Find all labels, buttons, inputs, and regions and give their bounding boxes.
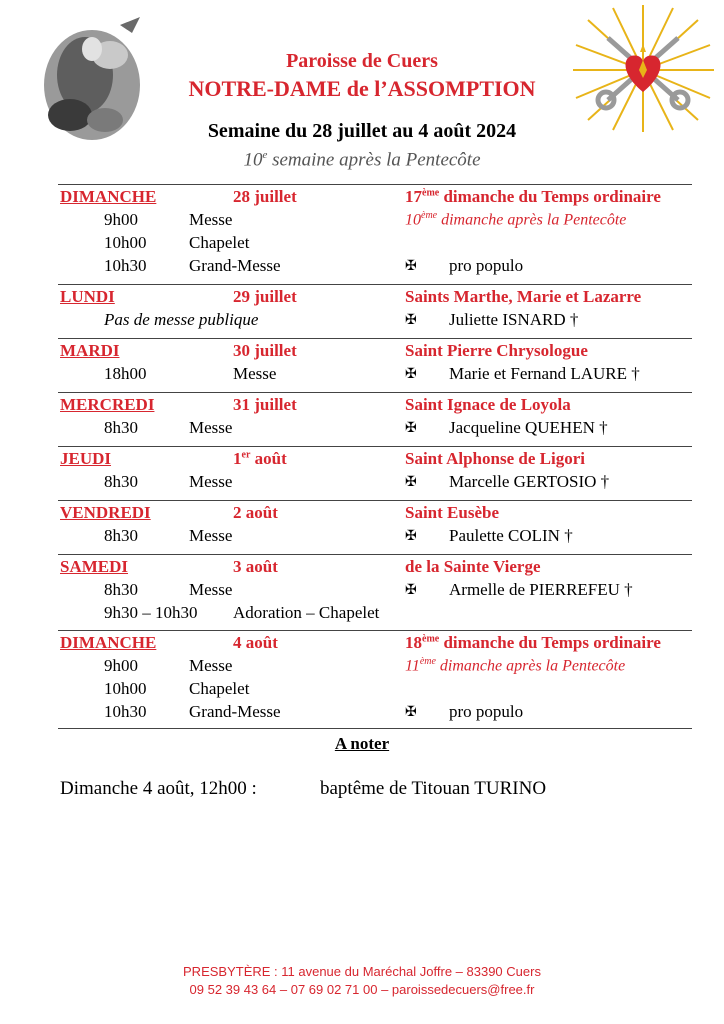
service-time: 10h00 bbox=[104, 233, 147, 252]
divider bbox=[58, 630, 692, 631]
day-date: 29 juillet bbox=[233, 287, 297, 306]
mass-intention: Marcelle GERTOSIO † bbox=[449, 472, 610, 491]
service-name: Grand-Messe bbox=[189, 702, 281, 721]
cross-icon: ✠ bbox=[405, 313, 417, 328]
cross-icon: ✠ bbox=[405, 705, 417, 720]
service-time: 9h30 – 10h30 bbox=[104, 603, 198, 622]
feast-title: de la Sainte Vierge bbox=[405, 557, 541, 576]
divider bbox=[58, 338, 692, 339]
service-name: Messe bbox=[189, 472, 233, 491]
week-subheading: 10e semaine après la Pentecôte bbox=[243, 149, 481, 171]
service-name: Messe bbox=[189, 580, 233, 599]
cross-icon: ✠ bbox=[405, 367, 417, 382]
service-time: 8h30 bbox=[104, 580, 138, 599]
cross-icon: ✠ bbox=[405, 583, 417, 598]
mass-intention: pro populo bbox=[449, 702, 524, 721]
parish-church-title: NOTRE-DAME de l’ASSOMPTION bbox=[188, 76, 536, 101]
service-name: Chapelet bbox=[189, 679, 250, 698]
cross-icon: ✠ bbox=[405, 421, 417, 436]
divider bbox=[58, 392, 692, 393]
service-time: 10h30 bbox=[104, 702, 147, 721]
mass-intention: Paulette COLIN † bbox=[449, 526, 573, 545]
day-name: SAMEDI bbox=[60, 557, 129, 576]
day-date: 1er août bbox=[233, 449, 287, 468]
service-name: Grand-Messe bbox=[189, 256, 281, 275]
service-name: Messe bbox=[189, 656, 233, 675]
service-time: 9h00 bbox=[104, 656, 138, 675]
day-name: MERCREDI bbox=[60, 395, 155, 414]
divider bbox=[58, 284, 692, 285]
feast-title: Saint Alphonse de Ligori bbox=[405, 449, 585, 468]
service-time: 8h30 bbox=[104, 526, 138, 545]
day-name: LUNDI bbox=[60, 287, 115, 306]
mass-intention: pro populo bbox=[449, 256, 524, 275]
service-time: 8h30 bbox=[104, 418, 138, 437]
divider bbox=[58, 184, 692, 185]
service-time: 8h30 bbox=[104, 472, 138, 491]
service-time: 18h00 bbox=[104, 364, 147, 383]
note-date: Dimanche 4 août, 12h00 : bbox=[60, 778, 257, 799]
day-name: DIMANCHE bbox=[60, 187, 157, 206]
mass-intention: Armelle de PIERREFEU † bbox=[449, 580, 633, 599]
feast-title: Saint Pierre Chrysologue bbox=[405, 341, 588, 360]
divider bbox=[58, 446, 692, 447]
mass-intention: Marie et Fernand LAURE † bbox=[449, 364, 640, 383]
mass-intention: Jacqueline QUEHEN † bbox=[449, 418, 608, 437]
mass-intention: Juliette ISNARD † bbox=[449, 310, 579, 329]
service-time: 9h00 bbox=[104, 210, 138, 229]
cross-icon: ✠ bbox=[405, 259, 417, 274]
service-name: Messe bbox=[189, 210, 233, 229]
service-time: 10h00 bbox=[104, 679, 147, 698]
day-name: VENDREDI bbox=[60, 503, 151, 522]
service-name: Messe bbox=[189, 526, 233, 545]
day-date: 4 août bbox=[233, 633, 278, 652]
feast-title: 18ème dimanche du Temps ordinaire bbox=[405, 633, 661, 652]
day-date: 30 juillet bbox=[233, 341, 297, 360]
week-heading: Semaine du 28 juillet au 4 août 2024 bbox=[207, 120, 517, 142]
feast-subtitle: 10ème dimanche après la Pentecôte bbox=[405, 210, 627, 229]
notes-heading: A noter bbox=[334, 734, 390, 753]
day-date: 3 août bbox=[233, 557, 278, 576]
cross-icon: ✠ bbox=[405, 529, 417, 544]
feast-title: 17ème dimanche du Temps ordinaire bbox=[405, 187, 661, 206]
day-date: 28 juillet bbox=[233, 187, 297, 206]
feast-title: Saint Ignace de Loyola bbox=[405, 395, 571, 414]
service-name: Messe bbox=[233, 364, 277, 383]
day-name: MARDI bbox=[60, 341, 120, 360]
footer-address: PRESBYTÈRE : 11 avenue du Maréchal Joffre – 83390 Cuers bbox=[183, 964, 541, 979]
divider bbox=[58, 728, 692, 729]
service-name: Chapelet bbox=[189, 233, 250, 252]
service-name: Adoration – Chapelet bbox=[233, 603, 380, 622]
note-event: baptême de Titouan TURINO bbox=[320, 778, 547, 799]
schedule-note: Pas de messe publique bbox=[104, 310, 259, 329]
service-time: 10h30 bbox=[104, 256, 147, 275]
day-name: JEUDI bbox=[60, 449, 112, 468]
feast-title: Saints Marthe, Marie et Lazarre bbox=[405, 287, 642, 306]
cross-icon: ✠ bbox=[405, 475, 417, 490]
service-name: Messe bbox=[189, 418, 233, 437]
divider bbox=[58, 554, 692, 555]
footer-contact: 09 52 39 43 64 – 07 69 02 71 00 – paroissedecuers@free.fr bbox=[189, 982, 535, 997]
divider bbox=[58, 500, 692, 501]
day-date: 2 août bbox=[233, 503, 278, 522]
feast-title: Saint Eusèbe bbox=[405, 503, 499, 522]
day-name: DIMANCHE bbox=[60, 633, 157, 652]
day-date: 31 juillet bbox=[233, 395, 297, 414]
parish-name: Paroisse de Cuers bbox=[286, 50, 438, 72]
feast-subtitle: 11ème dimanche après la Pentecôte bbox=[405, 656, 626, 675]
